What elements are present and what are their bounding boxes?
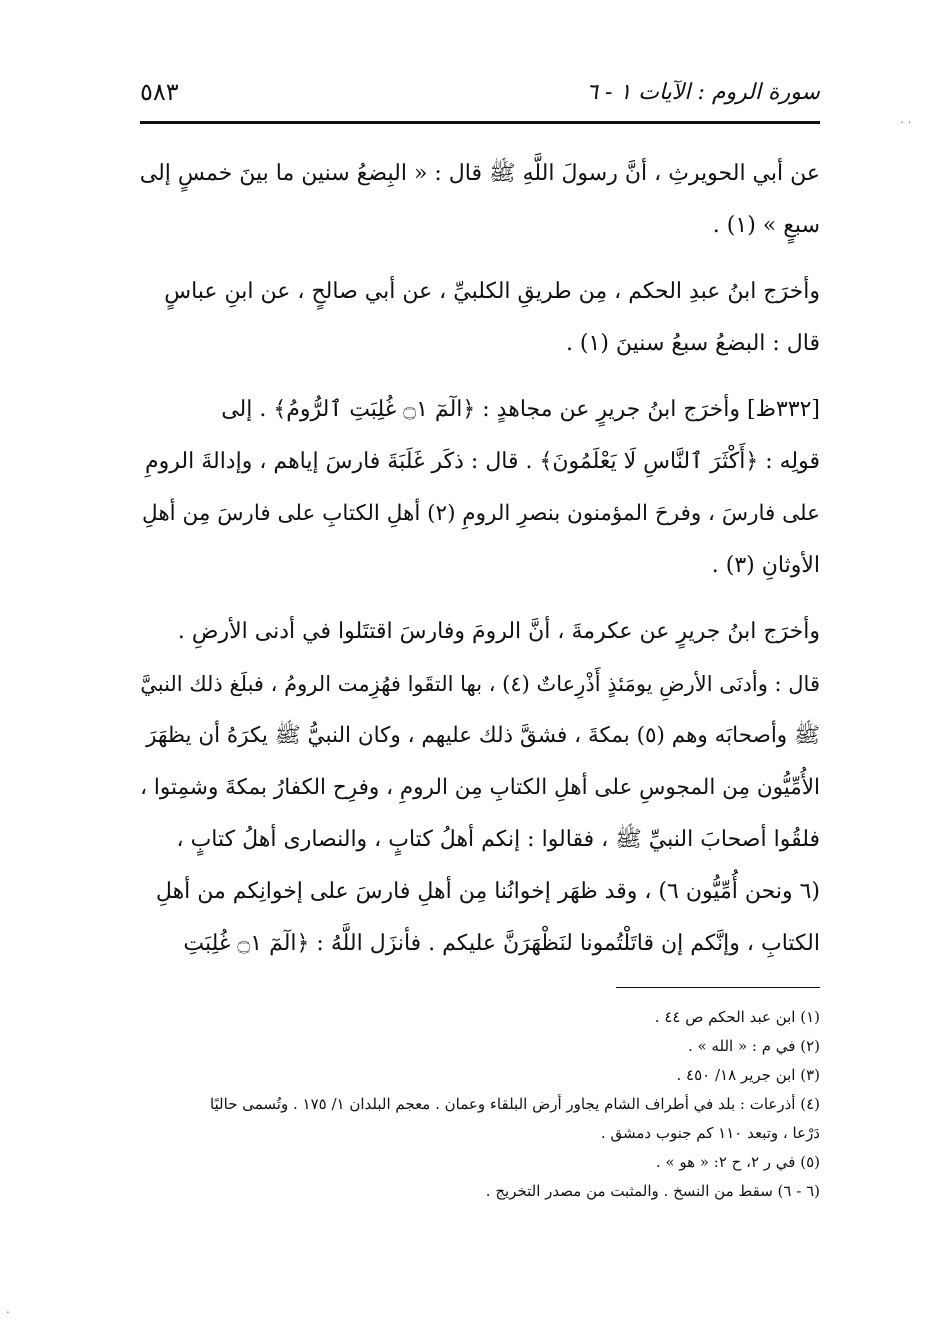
running-title: سورة الروم : الآيات ١ - ٦ [586,79,820,105]
footnotes [140,1003,820,1206]
text-line: الأُمِّيُّون مِن المجوسِ على أهلِ الكتابِ مِن الرومِ ، وفرِح الكفارُ بمكةَ وشمِتوا ، [140,775,820,800]
footnote: (٤) أذرعات : بلد في أطراف الشام يجاور أرض البلقاء وعمان . معجم البلدان ١/ ١٧٥ . وتُسمى حاليًا [209,1095,820,1113]
text-line: على فارسَ ، وفرحَ المؤمنون بنصرِ الرومِ (٢) أهلِ الكتابِ على فارسَ مِن أهلِ [142,501,820,526]
text-line: وأخرَج ابنُ جريرٍ عن عكرمةَ ، أنَّ الرومَ وفارسَ اقتتَلوا في أدنى الأرضِ . [177,619,820,644]
text-line: (٦ ونحن أُمِّيُّون ٦) ، وقد ظهَر إخوانُنا مِن أهلِ فارسَ على إخوانِكم من أهلِ [155,879,820,904]
text-line: الكتابِ ، وإنَّكم إن قاتَلْتُمونا لنَظْهَرَنَّ عليكم . فأنزَل اللَّهُ : ﴿الٓمٓ ۝١ غُلِبَتِ [183,931,820,956]
paragraph-4 [140,606,820,970]
scan-speck: . . [900,112,912,126]
footnote: (٣) ابن جرير ١٨/ ٤٥٠ . [676,1066,820,1084]
page-number: ٥٨٣ [140,78,179,106]
scan-speck: . [6,1302,10,1316]
header-rule [140,121,820,124]
footnote: (٥) في ر ٢، ح ٢: « هو » . [655,1153,820,1171]
page-header [140,72,820,112]
text-line: الأوثانِ (٣) . [711,553,820,578]
paragraph-2 [140,266,820,370]
footnote: دَرْعا ، وتبعد ١١٠ كم جنوب دمشق . [600,1124,820,1142]
text-line: قال : وأدنَى الأرضِ يومَئذٍ أَذْرِعاتٌ (٤) ، بها التقَوا فهُزِمت الرومُ ، فبلَغ ذلك النبيَّ [140,672,820,696]
text-line: سبعٍ » (١) . [712,213,820,238]
footnote: (١) ابن عبد الحكم ص ٤٤ . [654,1008,820,1026]
text-line: قال : البضعُ سبعُ سنينَ (١) . [565,331,820,356]
footnote-rule [616,987,820,988]
text-line: عن أبي الحويرثِ ، أنَّ رسولَ اللَّهِ ﷺ قال : « البِضعُ سنين ما بينَ خمسٍ إلى [139,161,820,186]
text-line: فلقُوا أصحابَ النبيِّ ﷺ ، فقالوا : إنكم أهلُ كتابٍ ، والنصارى أهلُ كتابٍ ، [176,827,820,852]
text-line: ﷺ وأصحابَه وهم (٥) بمكةَ ، فشقَّ ذلك عليهم ، وكان النبيُّ ﷺ يكرَهُ أن يظهَرَ [146,723,820,748]
footnote: (٢) في م : « الله » . [687,1037,820,1055]
paragraph-3 [140,384,820,592]
text-line: وأخرَج ابنُ عبدِ الحكم ، مِن طريقِ الكلبيِّ ، عن أبي صالحٍ ، عن ابنِ عباسٍ [164,279,820,304]
footnote: (٦ - ٦) سقط من النسخ . والمثبت من مصدر التخريج . [485,1182,820,1200]
paragraph-1 [140,148,820,252]
main-text [140,148,820,984]
text-line: قولِه : ﴿أَكْثَرَ ٱلنَّاسِ لَا يَعْلَمُونَ﴾ . قال : ذكَر غَلَبَةَ فارسَ إياهم ، وإدالةَ الرومِ [145,449,820,474]
text-line: [٣٣٢ظ] وأخرَج ابنُ جريرٍ عن مجاهدٍ : ﴿الٓمٓ ۝١ غُلِبَتِ ٱلرُّومُ﴾ . إلى [221,397,820,422]
